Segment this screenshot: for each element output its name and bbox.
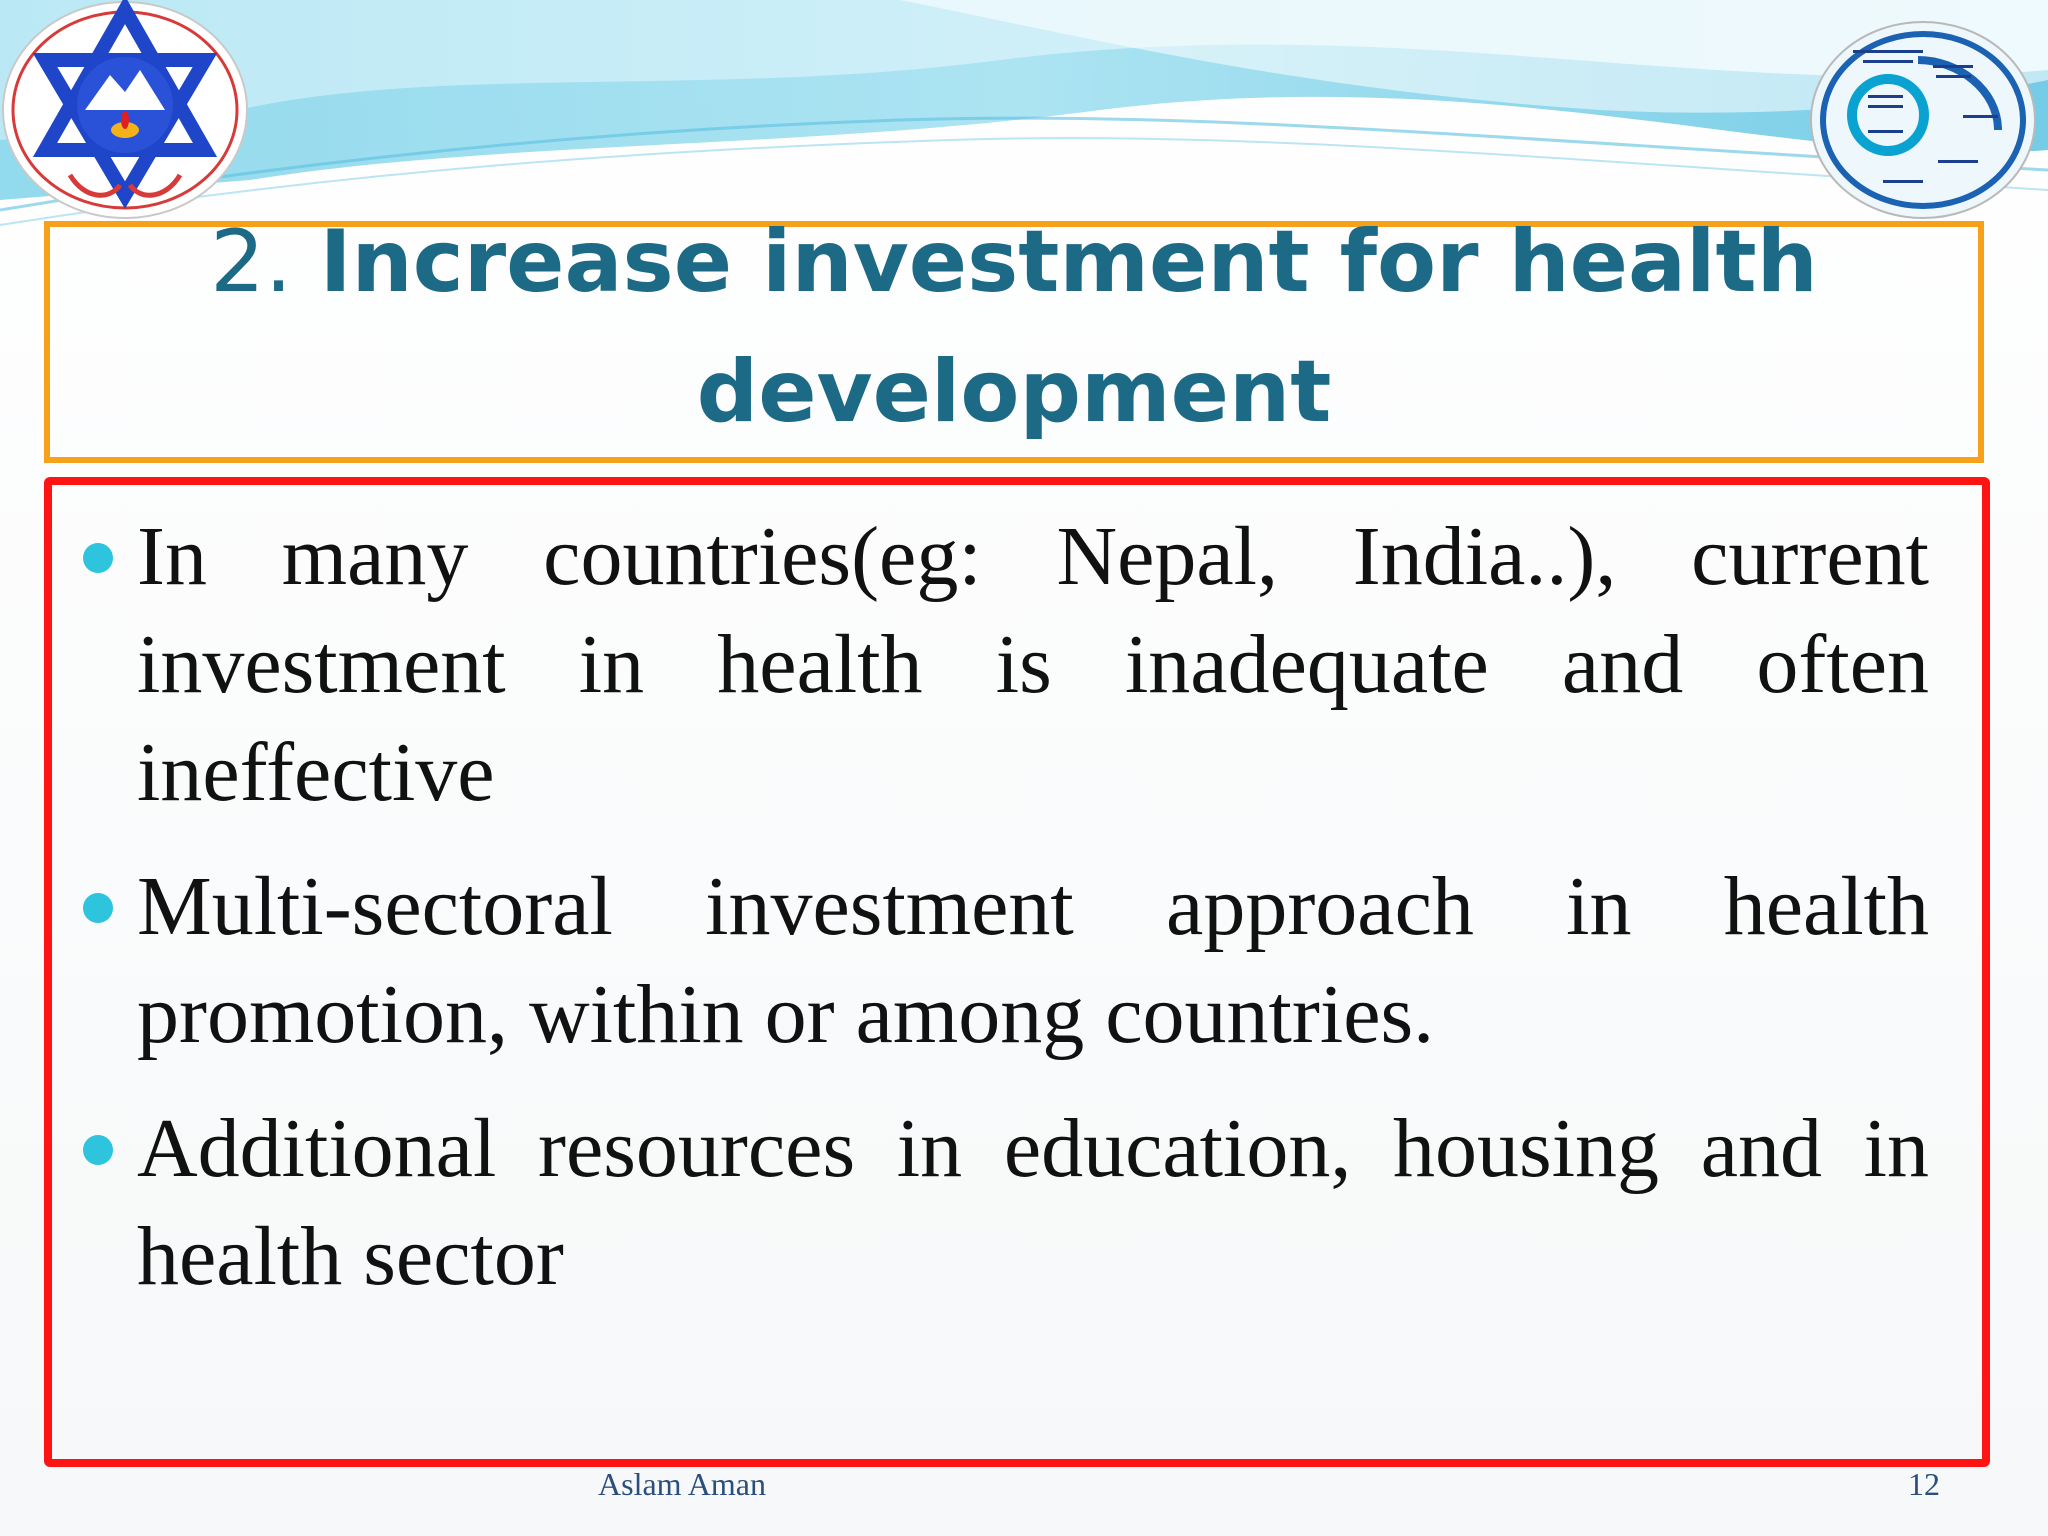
title-box	[44, 212, 1984, 463]
content-box	[44, 477, 1990, 1467]
page-number: 12	[1908, 1466, 1940, 1502]
bullet-item	[137, 1095, 1929, 1311]
slide-title-line-2: development	[696, 342, 1332, 442]
footer-author: Aslam Aman	[598, 1466, 766, 1502]
title-number: 2.	[210, 212, 293, 312]
bullet-item	[137, 853, 1929, 1069]
bullet-text: Multi-sectoral investment approach in health promotion, within or among countries.	[137, 860, 1929, 1061]
bullet-dot-icon	[83, 543, 113, 573]
bullet-item	[137, 503, 1929, 827]
bullet-list	[137, 503, 1929, 1337]
bullet-dot-icon	[83, 893, 113, 923]
bullet-dot-icon	[83, 1135, 113, 1165]
bullet-text: In many countries(eg: Nepal, India..), current investment in health is inadequate and often ineffective	[137, 510, 1929, 819]
university-seal-logo	[0, 0, 265, 225]
title-text-part-1: Increase investment for health	[319, 212, 1818, 312]
slide-title-line-1	[50, 193, 1978, 331]
bullet-text: Additional resources in education, housing and in health sector	[137, 1102, 1929, 1303]
health-promotion-emblem-logo	[1808, 20, 2038, 220]
